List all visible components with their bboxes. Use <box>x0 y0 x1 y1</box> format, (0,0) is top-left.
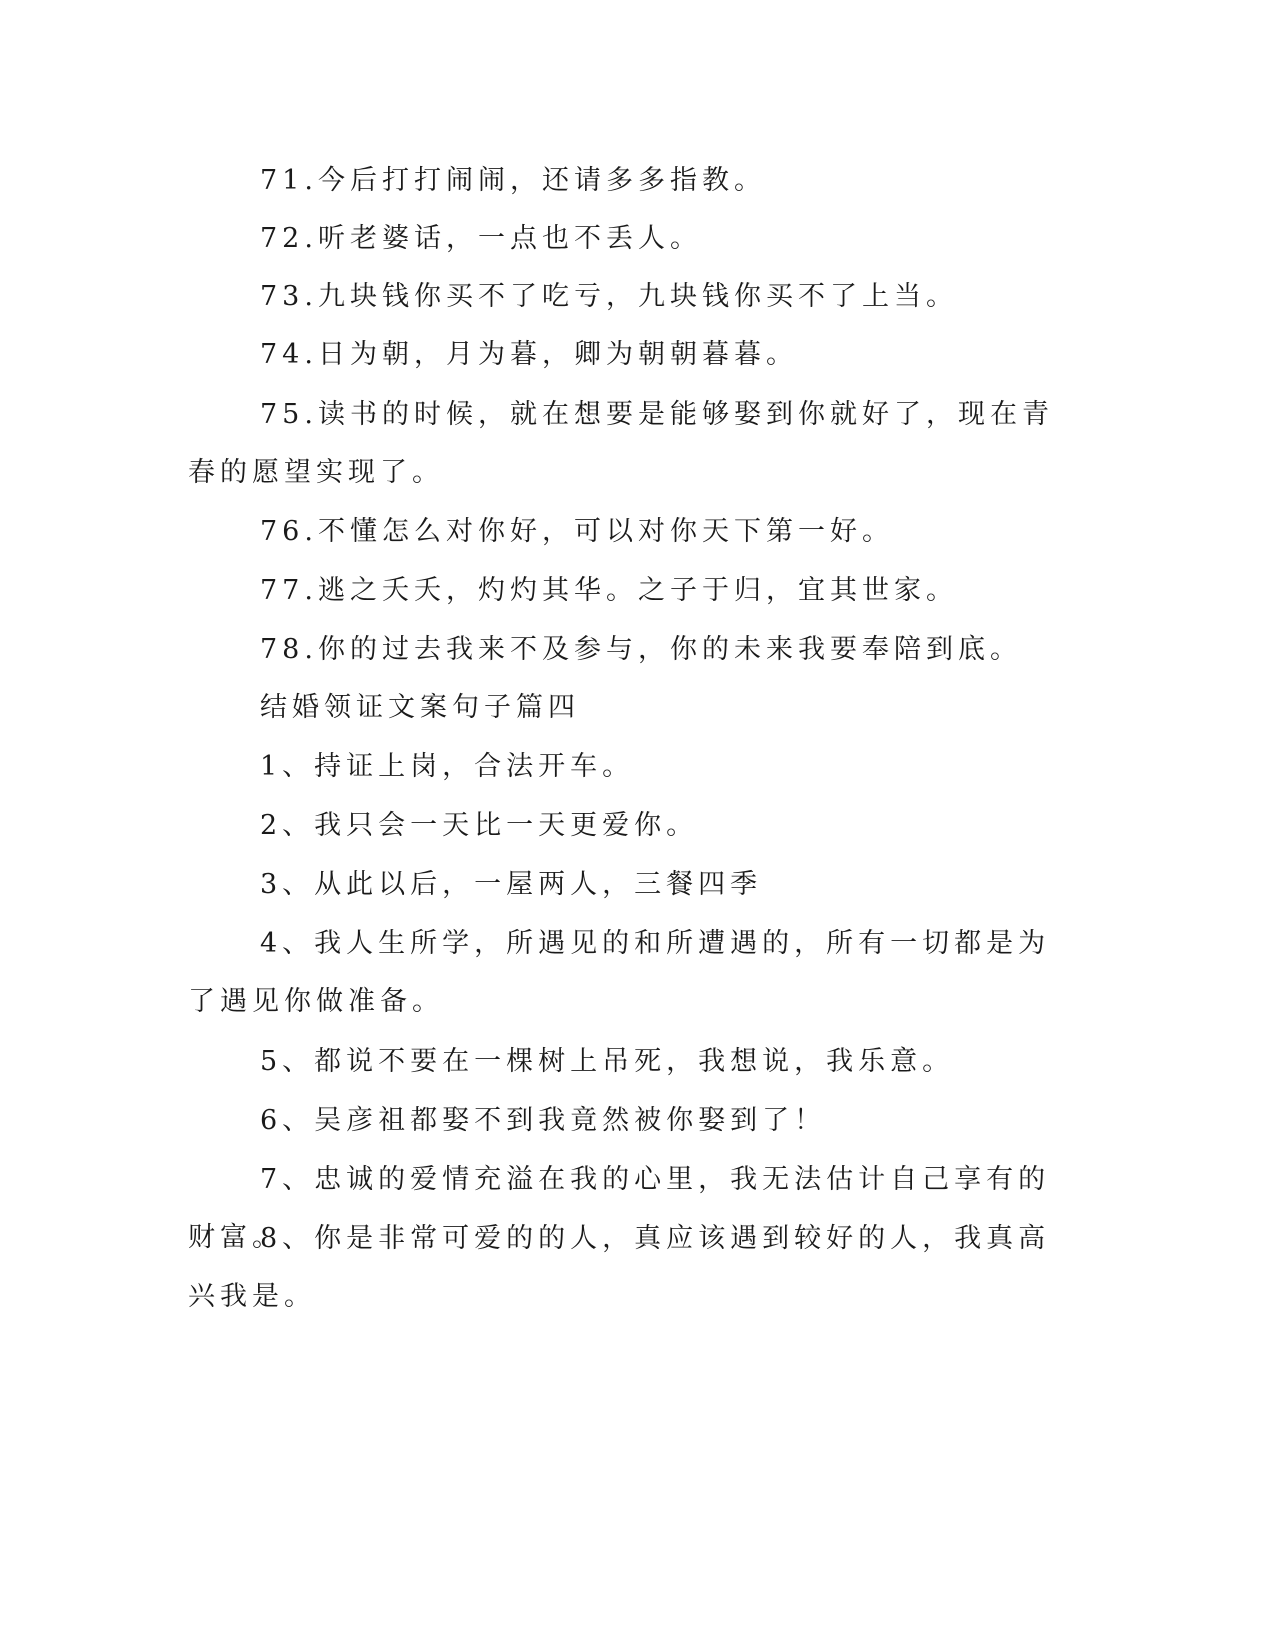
paragraph-78: 78.你的过去我来不及参与，你的未来我要奉陪到底。 <box>260 634 1022 665</box>
list-item-5: 5、都说不要在一棵树上吊死，我想说，我乐意。 <box>260 1046 955 1077</box>
section-heading: 结婚领证文案句子篇四 <box>260 692 580 723</box>
list-item-1: 1、持证上岗，合法开车。 <box>260 751 635 782</box>
paragraph-74: 74.日为朝，月为暮，卿为朝朝暮暮。 <box>260 339 798 370</box>
list-item-3: 3、从此以后，一屋两人，三餐四季 <box>260 869 763 900</box>
paragraph-72: 72.听老婆话，一点也不丢人。 <box>260 223 702 254</box>
paragraph-77: 77.逃之夭夭，灼灼其华。之子于归，宜其世家。 <box>260 575 958 606</box>
list-item-2: 2、我只会一天比一天更爱你。 <box>260 810 699 841</box>
paragraph-76: 76.不懂怎么对你好，可以对你天下第一好。 <box>260 516 894 547</box>
list-item-7: 7、忠诚的爱情充溢在我的心里，我无法估计自己享有的财富。 <box>188 1164 1051 1253</box>
paragraph-75: 75.读书的时候，就在想要是能够娶到你就好了，现在青春的愿望实现了。 <box>188 399 1054 488</box>
paragraph-71: 71.今后打打闹闹，还请多多指教。 <box>260 165 766 196</box>
list-item-6: 6、吴彦祖都娶不到我竟然被你娶到了！ <box>260 1105 827 1136</box>
paragraph-73: 73.九块钱你买不了吃亏，九块钱你买不了上当。 <box>260 281 958 312</box>
list-item-8: 8、你是非常可爱的的人，真应该遇到较好的人，我真高兴我是。 <box>188 1223 1051 1312</box>
list-item-4: 4、我人生所学，所遇见的和所遭遇的，所有一切都是为了遇见你做准备。 <box>188 928 1051 1017</box>
